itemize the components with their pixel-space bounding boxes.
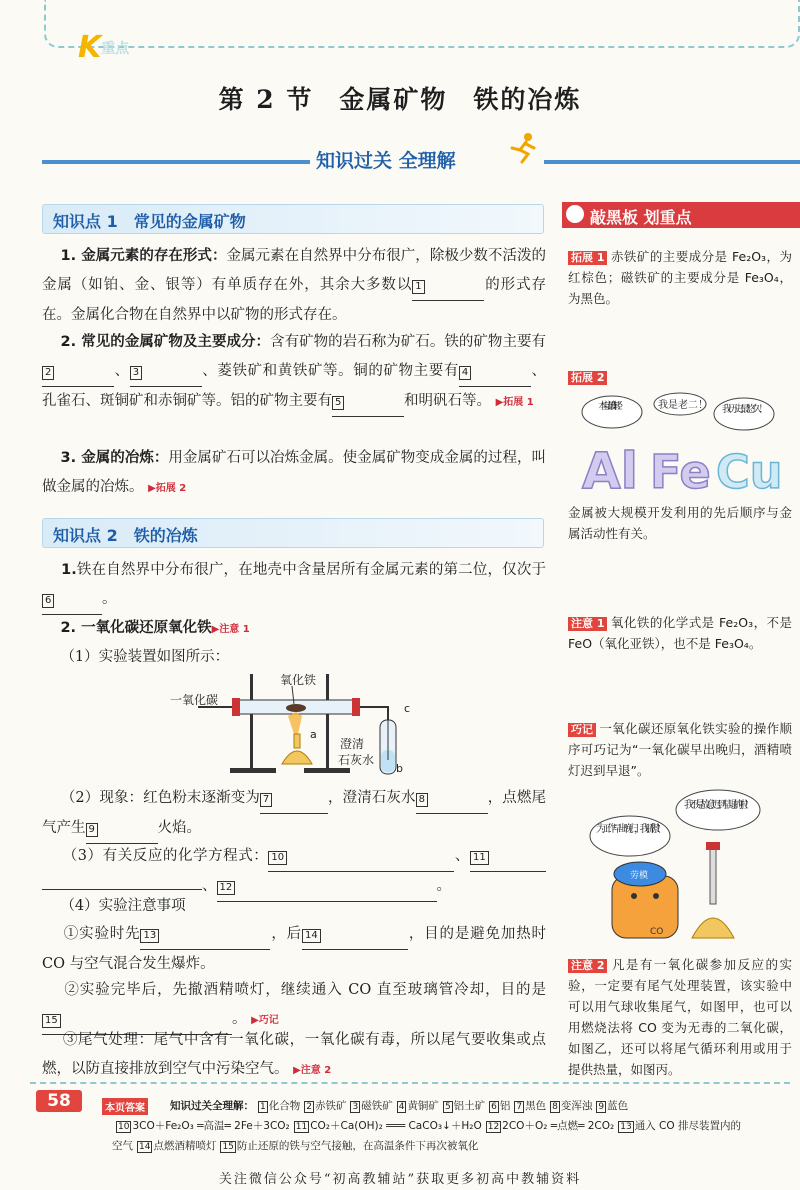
answer-text: 黑色 [525,1100,547,1112]
answer-number: 12 [487,1122,500,1132]
label-co: 一氧化碳 [170,693,219,707]
sidebar-ext1: 拓展 1 赤铁矿的主要成分是 Fe₂O₃，为红棕色；磁铁矿的主要成分是 Fe₃O₄，为黑色。 [568,249,792,306]
answer-number: 11 [295,1122,308,1132]
blank-1: 1 [412,271,484,301]
s1-paragraph-2: 2. 常见的金属矿物及主要成分：含有矿物的岩石称为矿石。铁的矿物主要有2 、 3 、菱铁矿和黄铁矿等。铜的矿物主要有 4 、孔雀石、斑铜矿和赤铜矿等。铝的矿物主要有 5 和明矾石等。 ▶拓展 1 [42,328,546,417]
bubble-1: 本宝宝最年轻！ [598,401,626,412]
answer-text: 防止还原的铁与空气接触，在高温条件下再次被氧化 [236,1140,479,1152]
answer-number: 7 [516,1102,523,1112]
answer-text: 黄铜矿 [407,1100,439,1112]
sidebar-tip: 巧记 一氧化碳还原氧化铁实验的操作顺序可巧记为“一氧化碳早出晚归，酒精喷灯迟到早退”。 [568,721,792,778]
label-limewater-2: 石灰水 [338,753,375,767]
blank-13: 13 [140,920,270,950]
bubble-2: 我是老二！ [658,400,708,411]
bubble-3: 我历史最悠久！ [722,404,768,415]
sidebar-ext2: 金属被大规模开发利用的先后顺序与金属活动性有关。 [568,505,792,541]
banner-bar-left [42,160,310,164]
answers-line-3: 空气 14 点燃酒精喷灯 15 防止还原的铁与空气接触，在高温条件下再次被氧化 [112,1140,479,1152]
section-heading-2: 知识点 2 铁的冶炼 [42,518,544,548]
page-title: 第 2 节 金属矿物 铁的冶炼 [218,85,582,114]
co-label: CO [650,927,664,937]
answers-line-1: 知识过关全理解： 1 化合物 2 赤铁矿 3 磁铁矿 4 黄铜矿 5 铝土矿 6 铝 7 黑色 8 变浑浊 9 蓝色 [170,1100,629,1112]
blank-2: 2 [42,357,114,387]
ext1-tag: 拓展 1 [568,251,607,265]
s2-paragraph-7: ①实验时先 13 ，后 14 ，目的是避免加热时 CO 与空气混合发生爆炸。 [42,920,546,979]
blank-7: 7 [260,784,328,814]
blank-10: 10 [268,842,454,872]
page-number: 58 [36,1090,82,1112]
s2-paragraph-2: 2. 一氧化碳还原氧化铁▶注意 1 [60,620,250,636]
answer-number: 13 [620,1122,632,1132]
s2-paragraph-8: ②实验完毕后，先撤酒精喷灯，继续通入 CO 直至玻璃管冷却，目的是15 。 ▶巧记 [42,976,546,1035]
blank-11: 11 [470,842,546,872]
s2-paragraph-9: ③尾气处理：尾气中含有一氧化碳，一氧化碳有毒，所以尾气要收集或点燃，以防直接排放到空气中污染空气。 ▶注意 2 [42,1032,547,1077]
footer-note: 关注微信公众号“初高教辅站”获取更多初高中教辅资料 [218,1172,582,1187]
sidebar-note1: 注意 1 氧化铁的化学式是 Fe₂O₃，不是 FeO（氧化亚铁），也不是 Fe₃O₄。 [568,615,792,651]
sidebar-note2: 注意 2 凡是有一氧化碳参加反应的实验，一定要有尾气处理装置，该实验中可以用气球收集尾气，如图甲，也可以用燃烧法将 CO 变为无毒的二氧化碳，如图乙，还可以将尾气循环利用或用于提供热量，如图丙。 [568,957,792,1077]
label-fe2o3: 氧化铁 [280,673,317,687]
answer-number: 2 [306,1102,312,1112]
s2-paragraph-6: （4）实验注意事项 [60,898,186,914]
answer-text: 2CO＋O₂ ═点燃═ 2CO₂ [502,1120,615,1132]
section-heading-1: 知识点 1 常见的金属矿物 [42,204,544,234]
s1-paragraph-3: 3. 金属的冶炼：用金属矿石可以冶炼金属。使金属矿物变成金属的过程，叫做金属的冶炼。 ▶拓展 2 [42,450,547,495]
sidebar-ext2-tag: 拓展 2 [568,366,792,387]
blank-3: 3 [130,357,202,387]
sidebar-heading: 敲黑板 划重点 [562,202,800,228]
answer-text: 化合物 [268,1100,301,1112]
letter-cu: Cu [716,445,783,496]
answer-text: CO₂＋Ca(OH)₂ ═══ CaCO₃↓＋H₂O [310,1120,482,1132]
answer-text: 通入 CO 排尽装置内的 [634,1120,741,1132]
label-b: b [396,762,403,775]
answer-number: 9 [598,1102,605,1112]
answer-text: 赤铁矿 [314,1100,347,1112]
blank-5: 5 [332,387,404,417]
s2-paragraph-3: （1）实验装置如图所示： [60,649,230,665]
experiment-apparatus-figure [170,668,430,780]
blank-4: 4 [459,357,531,387]
answer-text: 3CO＋Fe₂O₃ ═高温═ 2Fe＋3CO₂ [132,1120,290,1132]
label-c: c [404,702,411,715]
label-limewater-1: 澄清 [340,737,365,751]
answer-tag: 本页答案 [102,1098,148,1115]
top-dashed-border [44,0,800,48]
cap-label: 劳模 [630,871,649,881]
letter-al: Al [582,442,638,496]
s2-paragraph-1: 1.铁在自然界中分布很广，在地壳中含量居所有金属元素的第二位，仅次于6 。 [42,556,546,615]
answer-text: 铝 [499,1100,511,1112]
answer-number: 15 [222,1142,234,1152]
blank-8: 8 [416,784,488,814]
bubble-4: 为工作早出晚归，我骄傲！ [596,824,666,835]
logo: K重点 [78,30,130,65]
answer-number: 14 [139,1142,151,1152]
answer-number: 6 [491,1102,497,1112]
blank-14: 14 [302,920,408,950]
metal-cartoon [568,392,792,496]
answer-text: 变浑浊 [560,1100,593,1112]
runner-icon [508,132,538,164]
answer-number: 1 [260,1102,266,1112]
answer-number: 4 [398,1102,405,1112]
answer-number: 3 [352,1102,359,1112]
blank-15: 15 [42,1005,232,1035]
bubble-5: 我不是故意迟到早退的啦！ [684,800,754,811]
sidebar-heading-icon [566,205,584,223]
blank-9: 9 [86,814,158,844]
blank-6: 6 [42,585,102,615]
answer-number: 5 [444,1102,451,1112]
answer-text: 铝土矿 [453,1100,486,1112]
letter-fe: Fe [650,445,711,496]
answer-text: 磁铁矿 [361,1100,393,1112]
banner-title: 知识过关 全理解 [316,150,456,172]
s2-paragraph-4: （2）现象：红色粉末逐渐变为 7 ，澄清石灰水 8 ，点燃尾气产生 9 火焰。 [42,784,546,844]
answer-text: 蓝色 [607,1100,629,1112]
answers-line-2 [112,1118,741,1134]
answer-text: 点燃酒精喷灯 [153,1140,217,1152]
label-a: a [310,728,317,741]
banner-bar-right [544,160,800,164]
blank-11-cont [42,889,202,890]
s2-paragraph-5: （3）有关反应的化学方程式： 10 、 11、 12 。 [42,842,546,902]
co-lamp-cartoon [568,788,792,948]
s1-paragraph-1: 1. 金属元素的存在形式：金属元素在自然界中分布很广，除极少数不活泼的金属（如铂、金、银等）有单质存在外，其余大多数以 1 的形式存在。金属化合物在自然界中以矿物的形式存在。 [42,248,547,323]
blank-12: 12 [217,872,437,902]
answer-number: 8 [552,1102,558,1112]
answer-number: 10 [118,1122,130,1132]
